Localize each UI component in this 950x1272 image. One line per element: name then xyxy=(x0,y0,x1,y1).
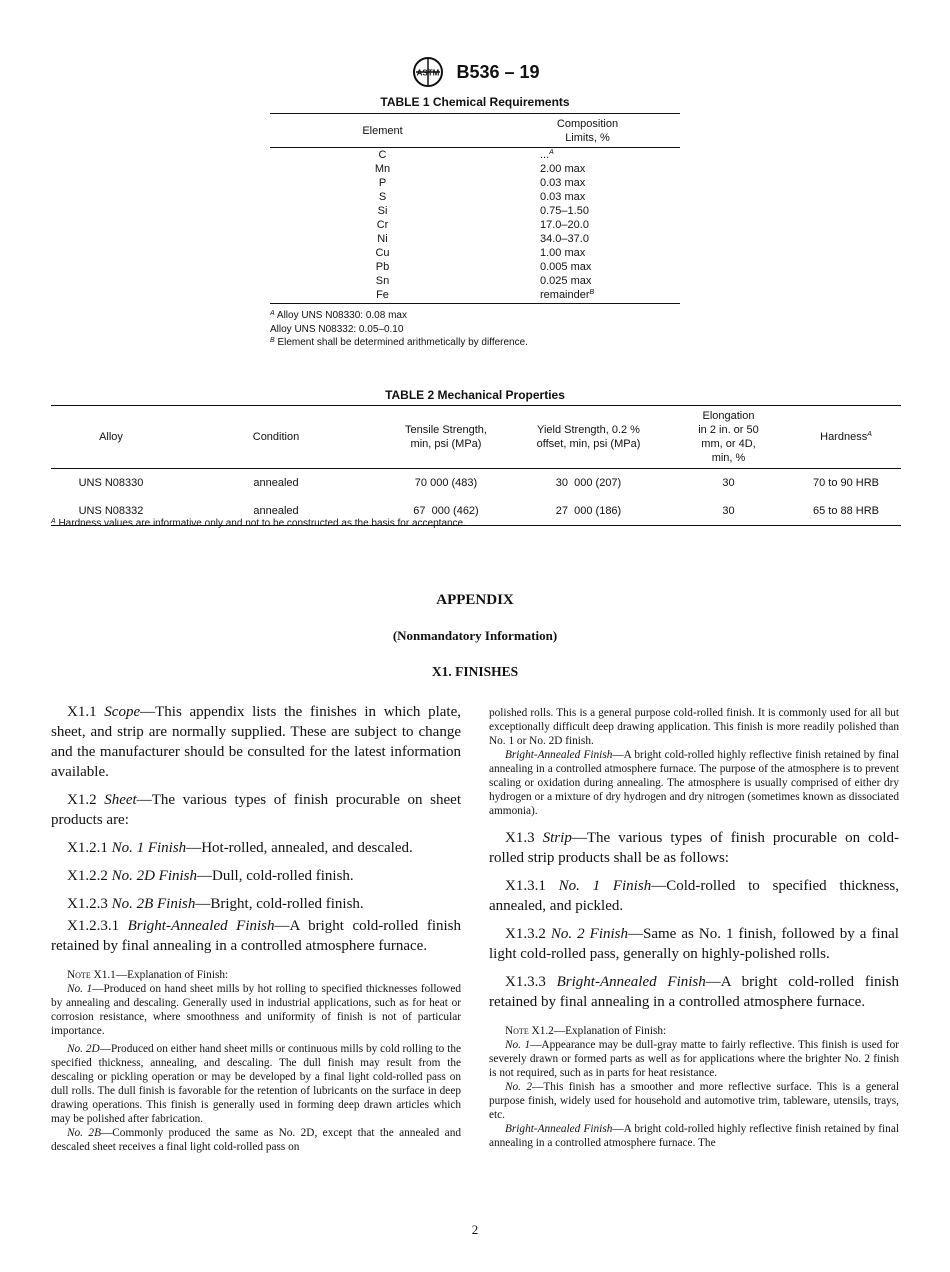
note-x1-2-no2: No. 2—This finish has a smoother and more reflective surface. This is a general purpose finish, widely used for household and automotive trim, tableware, utensils, trays, etc. xyxy=(489,1081,899,1121)
table1-row xyxy=(270,204,680,218)
footnote-mark: A xyxy=(549,149,554,156)
table1-footnote-b: $^B$ Element shall be determined arithmetically by difference. xyxy=(270,337,528,348)
page-number: 2 xyxy=(471,1222,479,1237)
footnote-mark: B xyxy=(589,289,595,296)
element-cell: Pb xyxy=(375,261,390,273)
para-x1-3-2: X1.3.2 No. 2 Finish—Same as No. 1 finish, followed by a final light cold-rolled pass, generally on highly-polished rolls. xyxy=(489,926,899,962)
para-x1-3-3: X1.3.3 Bright-Annealed Finish—A bright cold-rolled finish retained by final annealing in a controlled atmosphere furnace. xyxy=(489,974,899,1010)
table2-caption: TABLE 2 Mechanical Properties xyxy=(385,388,565,402)
note-x1-2-title: Note X1.2—Explanation of Finish: xyxy=(505,1025,667,1037)
element-cell: Sn xyxy=(375,275,390,287)
appendix-subtitle: (Nonmandatory Information) xyxy=(392,628,558,643)
table1-row xyxy=(270,246,680,260)
para-x1-2-1: X1.2.1 No. 1 Finish—Hot-rolled, annealed, and descaled. xyxy=(67,840,413,856)
note-x1-2-bright-annealed: Bright-Annealed Finish—A bright cold-rolled highly reflective finish retained by final annealing in a controlled atmosphere furnace. The xyxy=(489,1123,899,1149)
limit-cell: remainder$^B$ xyxy=(495,288,680,304)
note-x1-2-no1: No. 1—Appearance may be dull-gray matte to fairly reflective. This finish is used for severely drawn or formed parts as well as for applications where the brighter No. 2 finish is not required, such as in parts for heat resistance. xyxy=(489,1039,900,1079)
condition-cell: annealed xyxy=(171,497,381,526)
mechanical-properties-table xyxy=(51,405,901,526)
limit-cell: 0.005 max xyxy=(540,261,592,273)
element-cell: Cu xyxy=(375,247,390,259)
left-column xyxy=(51,702,461,1154)
standard-designation: B536 – 19 xyxy=(456,61,540,82)
note-x1-1-no1: No. 1—Produced on hand sheet mills by hot rolling to specified thicknesses followed by annealing and descaling. Generally used in industrial applications, such as for heat or corrosion resistance, where smoothness and uniformity of finish is not of particular importance. xyxy=(51,983,461,1037)
page-header xyxy=(0,56,950,88)
limit-cell: 0.03 max xyxy=(540,177,586,189)
table2-footnote: $^A$ Hardness values are informative only and not to be constructed as the basis for acceptance. xyxy=(51,518,466,529)
table1-row xyxy=(270,288,680,304)
limit-cell: ...$^A$ xyxy=(540,149,554,161)
yield-cell: 27 000 (186) xyxy=(511,497,666,526)
elong-cell: 30 xyxy=(666,497,791,526)
svg-text:ASTM: ASTM xyxy=(417,68,440,78)
note-x1-1-title: Note X1.1—Explanation of Finish: xyxy=(67,969,229,981)
limit-cell: 34.0–37.0 xyxy=(540,233,589,245)
table2-header-tensile: Tensile Strength, min, psi (MPa) xyxy=(381,406,511,469)
table1-row xyxy=(270,148,680,163)
table1-row xyxy=(270,274,680,288)
tensile-cell: 70 000 (483) xyxy=(414,477,478,489)
elong-cell: 30 xyxy=(722,477,735,489)
table1-row xyxy=(270,176,680,190)
yield-cell: 30 000 (207) xyxy=(555,477,622,489)
table1-caption: TABLE 1 Chemical Requirements xyxy=(380,95,570,109)
table2-header-hardness: Hardness$^A$ xyxy=(791,406,901,469)
element-cell: C xyxy=(378,149,387,161)
para-x1-2-2: X1.2.2 No. 2D Finish—Dull, cold-rolled finish. xyxy=(67,868,354,884)
para-x1-3-1: X1.3.1 No. 1 Finish—Cold-rolled to specified thickness, annealed, and pickled. xyxy=(489,878,899,914)
alloy-cell: UNS N08332 xyxy=(51,497,171,526)
right-column xyxy=(489,706,899,1150)
table2-row xyxy=(51,469,901,498)
element-cell: Mn xyxy=(374,163,391,175)
table2-header-yield: Yield Strength, 0.2 % offset, min, psi (MPa) xyxy=(511,406,666,469)
table1-footnote-a: $^A$ Alloy UNS N08330: 0.08 max xyxy=(270,310,407,321)
limit-cell: 1.00 max xyxy=(540,247,586,259)
para-x1-2-3: X1.2.3 No. 2B Finish—Bright, cold-rolled finish. xyxy=(67,896,364,912)
element-cell: Si xyxy=(377,205,388,217)
table1-row xyxy=(270,232,680,246)
table2-header-elongation: Elongation in 2 in. or 50 mm, or 4D, min, % xyxy=(666,406,791,469)
alloy-cell: UNS N08330 xyxy=(78,477,144,489)
table1-footnote-a-cont: Alloy UNS N08332: 0.05–0.10 xyxy=(270,323,404,335)
limit-cell: 2.00 max xyxy=(540,163,586,175)
para-x1-1: X1.1 Scope—This appendix lists the finishes in which plate, sheet, and strip are normally supplied. These are subject to change and the manufacturer should be consulted for the latest information available. xyxy=(51,704,461,780)
table1-header-element: Element xyxy=(270,114,495,148)
table1-footnotes xyxy=(270,309,528,350)
note-x1-1-no2b-cont: polished rolls. This is a general purpose cold-rolled finish. It is commonly used for all but exceptionally difficult deep drawing application. This finish is more readily polished than No. 1 or No. 2D finish. xyxy=(489,707,899,747)
table1-row xyxy=(270,162,680,176)
hardness-cell: 70 to 90 HRB xyxy=(812,477,880,489)
limit-cell: 17.0–20.0 xyxy=(540,219,589,231)
note-x1-1-bright-annealed: Bright-Annealed Finish—A bright cold-rolled highly reflective finish retained by final annealing in a controlled atmosphere furnace. The purpose of the atmosphere is to prevent scaling or oxidation during annealing. The atmosphere is usually comprised of either dry hydrogen or a mixture of dry hydrogen and dry nitrogen (sometimes known as dissociated ammonia). xyxy=(489,749,899,817)
hardness-cell: 65 to 88 HRB xyxy=(791,497,901,526)
appendix-title: APPENDIX xyxy=(436,592,514,608)
chemical-requirements-table xyxy=(270,113,680,304)
table1-row xyxy=(270,218,680,232)
table2-header-alloy: Alloy xyxy=(51,406,171,469)
tensile-cell: 67 000 (462) xyxy=(381,497,511,526)
element-cell: Ni xyxy=(377,233,388,245)
section-heading: X1. FINISHES xyxy=(431,664,519,679)
element-cell: S xyxy=(378,191,387,203)
table1-header-limits: Composition Limits, % xyxy=(495,114,680,148)
table1-row xyxy=(270,190,680,204)
condition-cell: annealed xyxy=(253,477,299,489)
element-cell: Fe xyxy=(270,288,495,304)
note-x1-1-no2b: No. 2B—Commonly produced the same as No. 2D, except that the annealed and descaled sheet receives a final light cold-rolled pass on xyxy=(51,1127,461,1153)
para-x1-2-3-1: X1.2.3.1 Bright-Annealed Finish—A bright cold-rolled finish retained by final annealing in a controlled atmosphere furnace. xyxy=(51,918,461,954)
note-x1-1-no2d: No. 2D—Produced on either hand sheet mills or continuous mills by cold rolling to the specified thickness, annealing, and descaling. The dull finish may result from the descaling or pickling operation or may be developed by a final light cold-rolled pass on dull rolls. The dull finish is favorable for the retention of lubricants on the surface in deep drawing operations. This finish is generally used in forming deep drawn articles which may be polished after fabrication. xyxy=(51,1043,461,1125)
astm-logo-icon xyxy=(410,56,446,88)
element-cell: Cr xyxy=(376,219,389,231)
table1-row xyxy=(270,260,680,274)
para-x1-2: X1.2 Sheet—The various types of finish procurable on sheet products are: xyxy=(51,792,461,828)
para-x1-3: X1.3 Strip—The various types of finish procurable on cold-rolled strip products shall be as follows: xyxy=(489,830,899,866)
element-cell: P xyxy=(378,177,387,189)
limit-cell: 0.025 max xyxy=(540,275,592,287)
limit-cell: 0.03 max xyxy=(540,191,586,203)
table2-header-condition: Condition xyxy=(171,406,381,469)
limit-cell: 0.75–1.50 xyxy=(540,205,589,217)
